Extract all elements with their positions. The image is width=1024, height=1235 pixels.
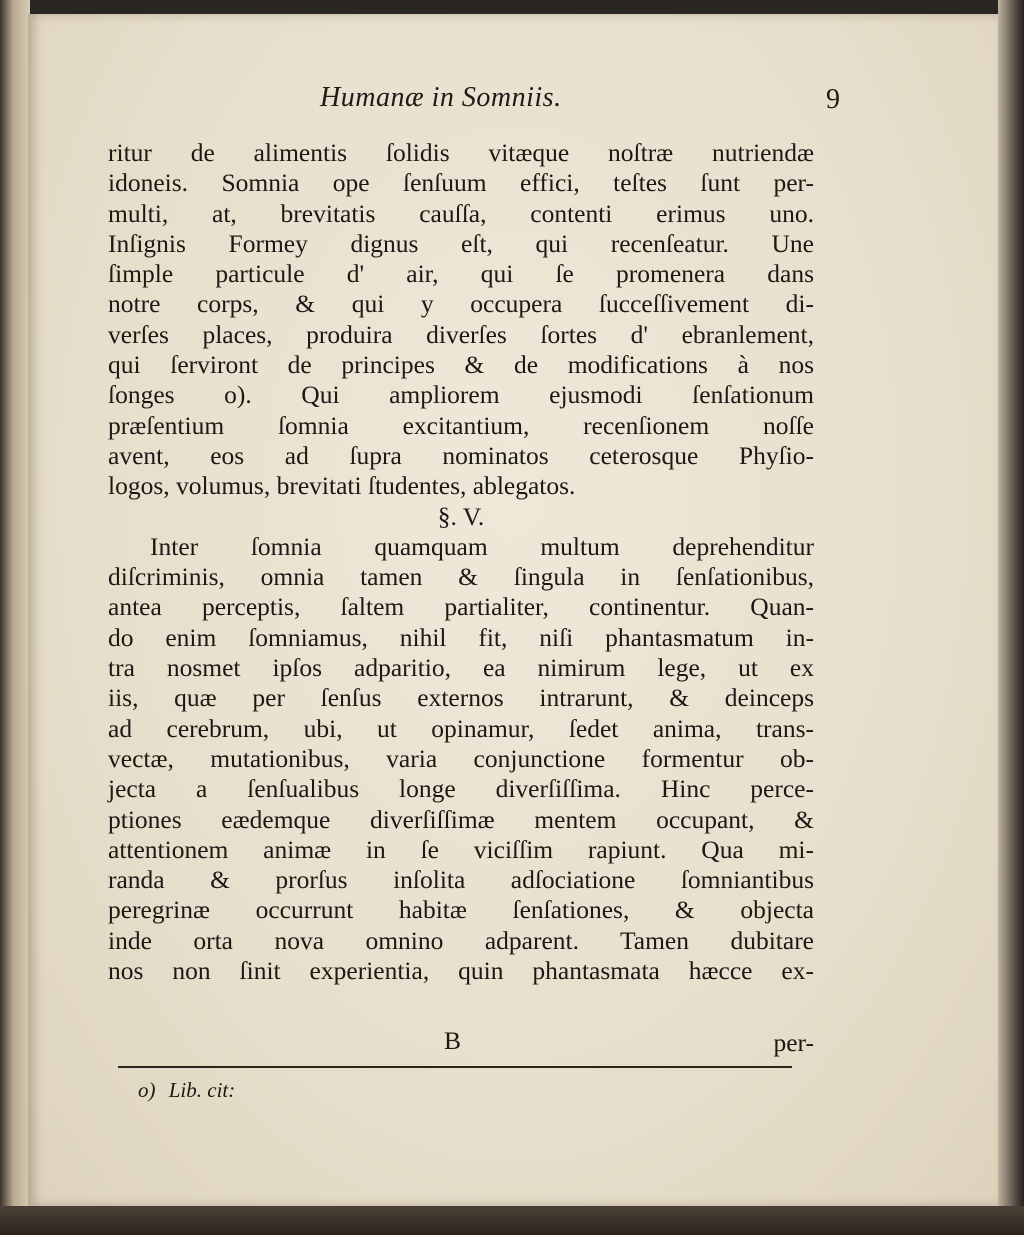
text-line: ſonges o). Qui ampliorem ejusmodi ſenſationum xyxy=(108,380,814,410)
catchword: per- xyxy=(773,1028,814,1057)
text-line: jecta a ſenſualibus longe diverſiſſima. Hinc perce- xyxy=(108,774,814,804)
text-line: ritur de alimentis ſolidis vitæque noſtræ nutriendæ xyxy=(108,138,814,167)
text-line: ptiones eædemque diverſiſſimæ mentem occupant, & xyxy=(108,804,814,834)
text-line: multi, at, brevitatis cauſſa, contenti erimus uno. xyxy=(108,198,814,228)
signature-row xyxy=(108,1026,814,1056)
text-line: antea perceptis, ſaltem partialiter, continentur. Quan- xyxy=(108,592,814,622)
text-line: notre corps, & qui y occupera ſucceſſivement di- xyxy=(108,289,814,319)
body-text xyxy=(108,138,814,986)
text-line: attentionem animæ in ſe viciſſim rapiunt. Qua mi- xyxy=(108,834,814,864)
page-fore-edge xyxy=(998,0,1024,1235)
page-number: 9 xyxy=(826,84,840,115)
text-line: præſentium ſomnia excitantium, recenſionem noſſe xyxy=(108,410,814,440)
text-line: randa & prorſus inſolita adſociatione ſomniantibus xyxy=(108,865,814,895)
text-line: verſes places, produira diverſes ſortes d' ebranlement, xyxy=(108,319,814,349)
text-line: logos, volumus, brevitati ſtudentes, ablegatos. xyxy=(108,471,576,501)
text-line: vectæ, mutationibus, varia conjunctione formentur ob- xyxy=(108,743,814,773)
text-line: qui ſerviront de principes & de modifications à nos xyxy=(108,350,814,380)
running-head: Humanæ in Somniis. xyxy=(320,82,562,113)
section-heading: §. V. xyxy=(437,501,485,531)
text-line: diſcriminis, omnia tamen & ſingula in ſenſationibus, xyxy=(108,562,814,592)
text-line: avent, eos ad ſupra nominatos ceterosque Phyſio- xyxy=(108,440,814,470)
footnote-rule xyxy=(118,1066,792,1068)
text-line: ſimple particule d' air, qui ſe promenera dans xyxy=(108,259,814,289)
book-gutter xyxy=(0,0,30,1235)
text-line: Inter ſomnia quamquam multum deprehenditur xyxy=(150,531,814,561)
text-line: peregrinæ occurrunt habitæ ſenſationes, & objecta xyxy=(108,895,814,925)
text-line: do enim ſomniamus, nihil fit, niſi phantasmatum in- xyxy=(108,622,814,652)
signature-mark: B xyxy=(444,1026,462,1055)
text-line: tra nosmet ipſos adparitio, ea nimirum lege, ut ex xyxy=(108,653,814,683)
book-bottom-edge xyxy=(0,1206,1024,1235)
text-line: idoneis. Somnia ope ſenſuum effici, teſtes ſunt per- xyxy=(108,168,814,198)
text-line: nos non ſinit experientia, quin phantasmata hæcce ex- xyxy=(108,956,814,986)
text-line: iis, quæ per ſenſus externos intrarunt, & deinceps xyxy=(108,683,814,713)
page-header xyxy=(320,82,840,118)
footnote-text: Lib. cit: xyxy=(168,1078,236,1102)
text-line: Inſignis Formey dignus eſt, qui recenſeatur. Une xyxy=(108,228,814,258)
footnote xyxy=(138,1078,235,1103)
text-line: inde orta nova omnino adparent. Tamen dubitare xyxy=(108,925,814,955)
text-line: ad cerebrum, ubi, ut opinamur, ſedet anima, trans- xyxy=(108,713,814,743)
footnote-mark: o) xyxy=(138,1078,156,1102)
